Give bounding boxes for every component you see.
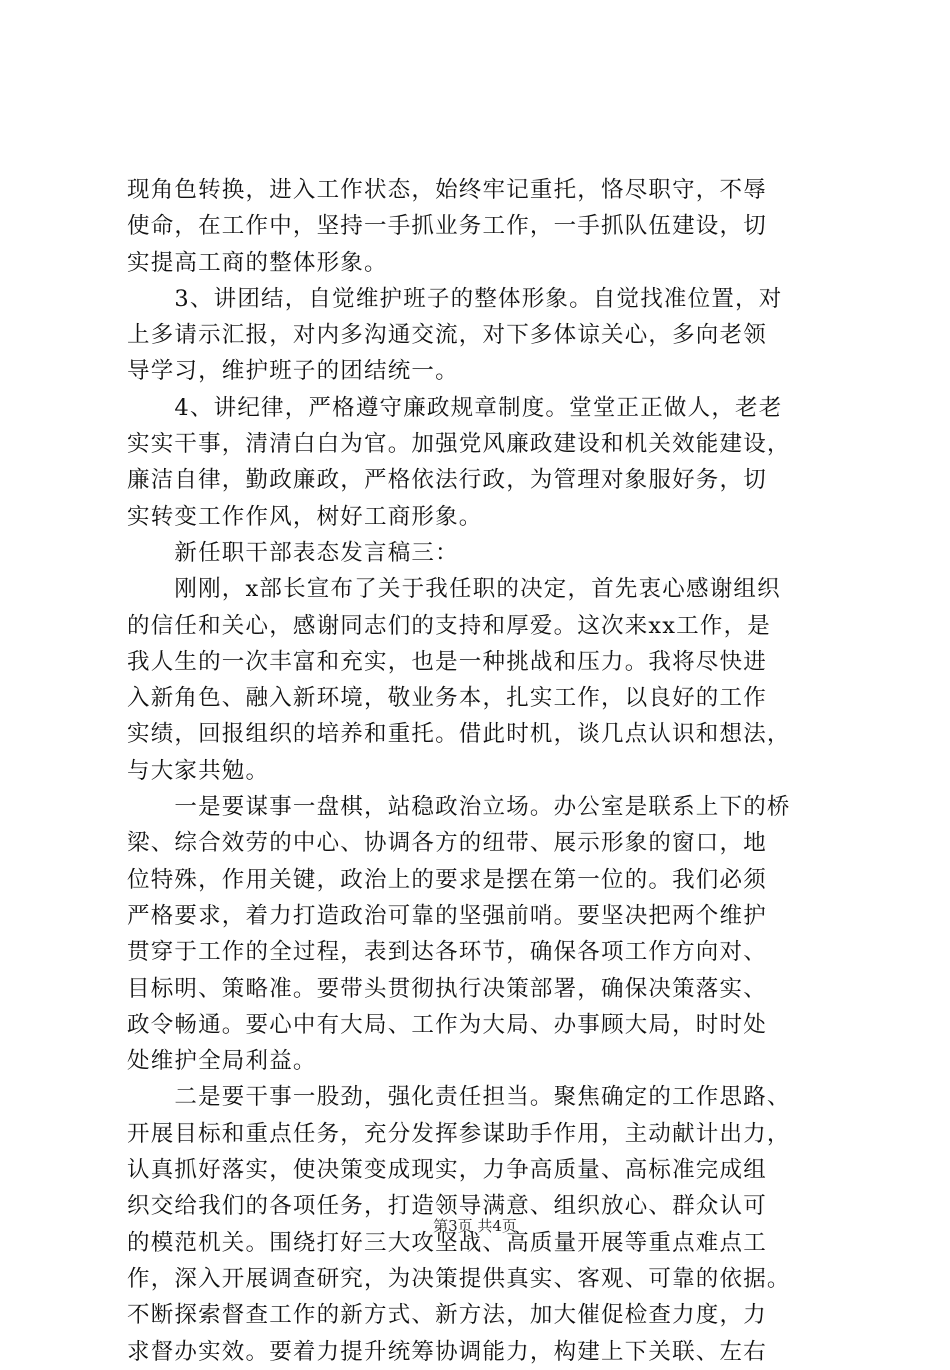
text-line: 一是要谋事一盘棋，站稳政治立场。办公室是联系上下的桥 xyxy=(127,794,791,821)
text-line: 现角色转换，进入工作状态，始终牢记重托，恪尽职守，不辱 xyxy=(127,177,767,203)
text-line: 实实干事，清清白白为官。加强党风廉政建设和机关效能建设， xyxy=(127,431,791,458)
text-line: 二是要干事一股劲，强化责任担当。聚焦确定的工作思路、 xyxy=(127,1084,791,1111)
text-line: 政令畅通。要心中有大局、工作为大局、办事顾大局，时时处 xyxy=(127,1011,767,1038)
text-line: 入新角色、融入新环境，敬业务本，扎实工作，以良好的工作 xyxy=(127,685,767,712)
text-line: 导学习，维护班子的团结统一。 xyxy=(127,358,459,385)
text-line: 织交给我们的各项任务，打造领导满意、组织放心、群众认可 xyxy=(127,1193,767,1220)
text-line: 4、讲纪律，严格遵守廉政规章制度。堂堂正正做人，老老 xyxy=(127,394,783,421)
text-line: 新任职干部表态发言稿三： xyxy=(127,539,459,566)
text-line: 处维护全局利益。 xyxy=(127,1048,317,1075)
text-line: 梁、综合效劳的中心、协调各方的纽带、展示形象的窗口，地 xyxy=(127,830,767,857)
text-line: 3、讲团结，自觉维护班子的整体形象。自觉找准位置，对 xyxy=(127,285,783,312)
text-line: 的模范机关。围绕打好三大攻坚战、高质量开展等重点难点工 xyxy=(127,1229,767,1256)
text-line: 我人生的一次丰富和充实，也是一种挑战和压力。我将尽快进 xyxy=(127,648,767,675)
text-line: 实提高工商的整体形象。 xyxy=(127,249,388,276)
text-line: 认真抓好落实，使决策变成现实，力争高质量、高标准完成组 xyxy=(127,1157,767,1184)
text-line: 廉洁自律，勤政廉政，严格依法行政，为管理对象服好务，切 xyxy=(127,467,767,494)
text-line: 与大家共勉。 xyxy=(127,757,270,784)
text-line: 严格要求，着力打造政治可靠的坚强前哨。要坚决把两个维护 xyxy=(127,902,767,929)
document-body xyxy=(127,172,837,1370)
text-line: 上多请示汇报，对内多沟通交流，对下多体谅关心，多向老领 xyxy=(127,322,767,349)
page-footer: 第3页 共4页 xyxy=(433,1217,517,1235)
text-line: 实转变工作作风，树好工商形象。 xyxy=(127,503,483,530)
text-line: 求督办实效。要着力提升统筹协调能力，构建上下关联、左右 xyxy=(127,1338,767,1365)
text-line: 作，深入开展调查研究，为决策提供真实、客观、可靠的依据。 xyxy=(127,1265,791,1292)
text-line: 不断探索督查工作的新方式、新方法，加大催促检查力度，力 xyxy=(127,1302,767,1329)
text-line: 使命，在工作中，坚持一手抓业务工作，一手抓队伍建设，切 xyxy=(127,213,767,240)
text-line: 贯穿于工作的全过程，表到达各环节，确保各项工作方向对、 xyxy=(127,939,767,966)
text-line: 的信任和关心，感谢同志们的支持和厚爱。这次来xx工作，是 xyxy=(127,612,771,639)
text-line: 实绩，回报组织的培养和重托。借此时机，谈几点认识和想法， xyxy=(127,721,791,748)
text-line: 位特殊，作用关键，政治上的要求是摆在第一位的。我们必须 xyxy=(127,866,767,893)
text-line: 开展目标和重点任务，充分发挥参谋助手作用，主动献计出力， xyxy=(127,1120,791,1147)
text-line: 刚刚，x部长宣布了关于我任职的决定，首先衷心感谢组织 xyxy=(127,576,781,603)
text-line: 目标明、策略准。要带头贯彻执行决策部署，确保决策落实、 xyxy=(127,975,767,1002)
